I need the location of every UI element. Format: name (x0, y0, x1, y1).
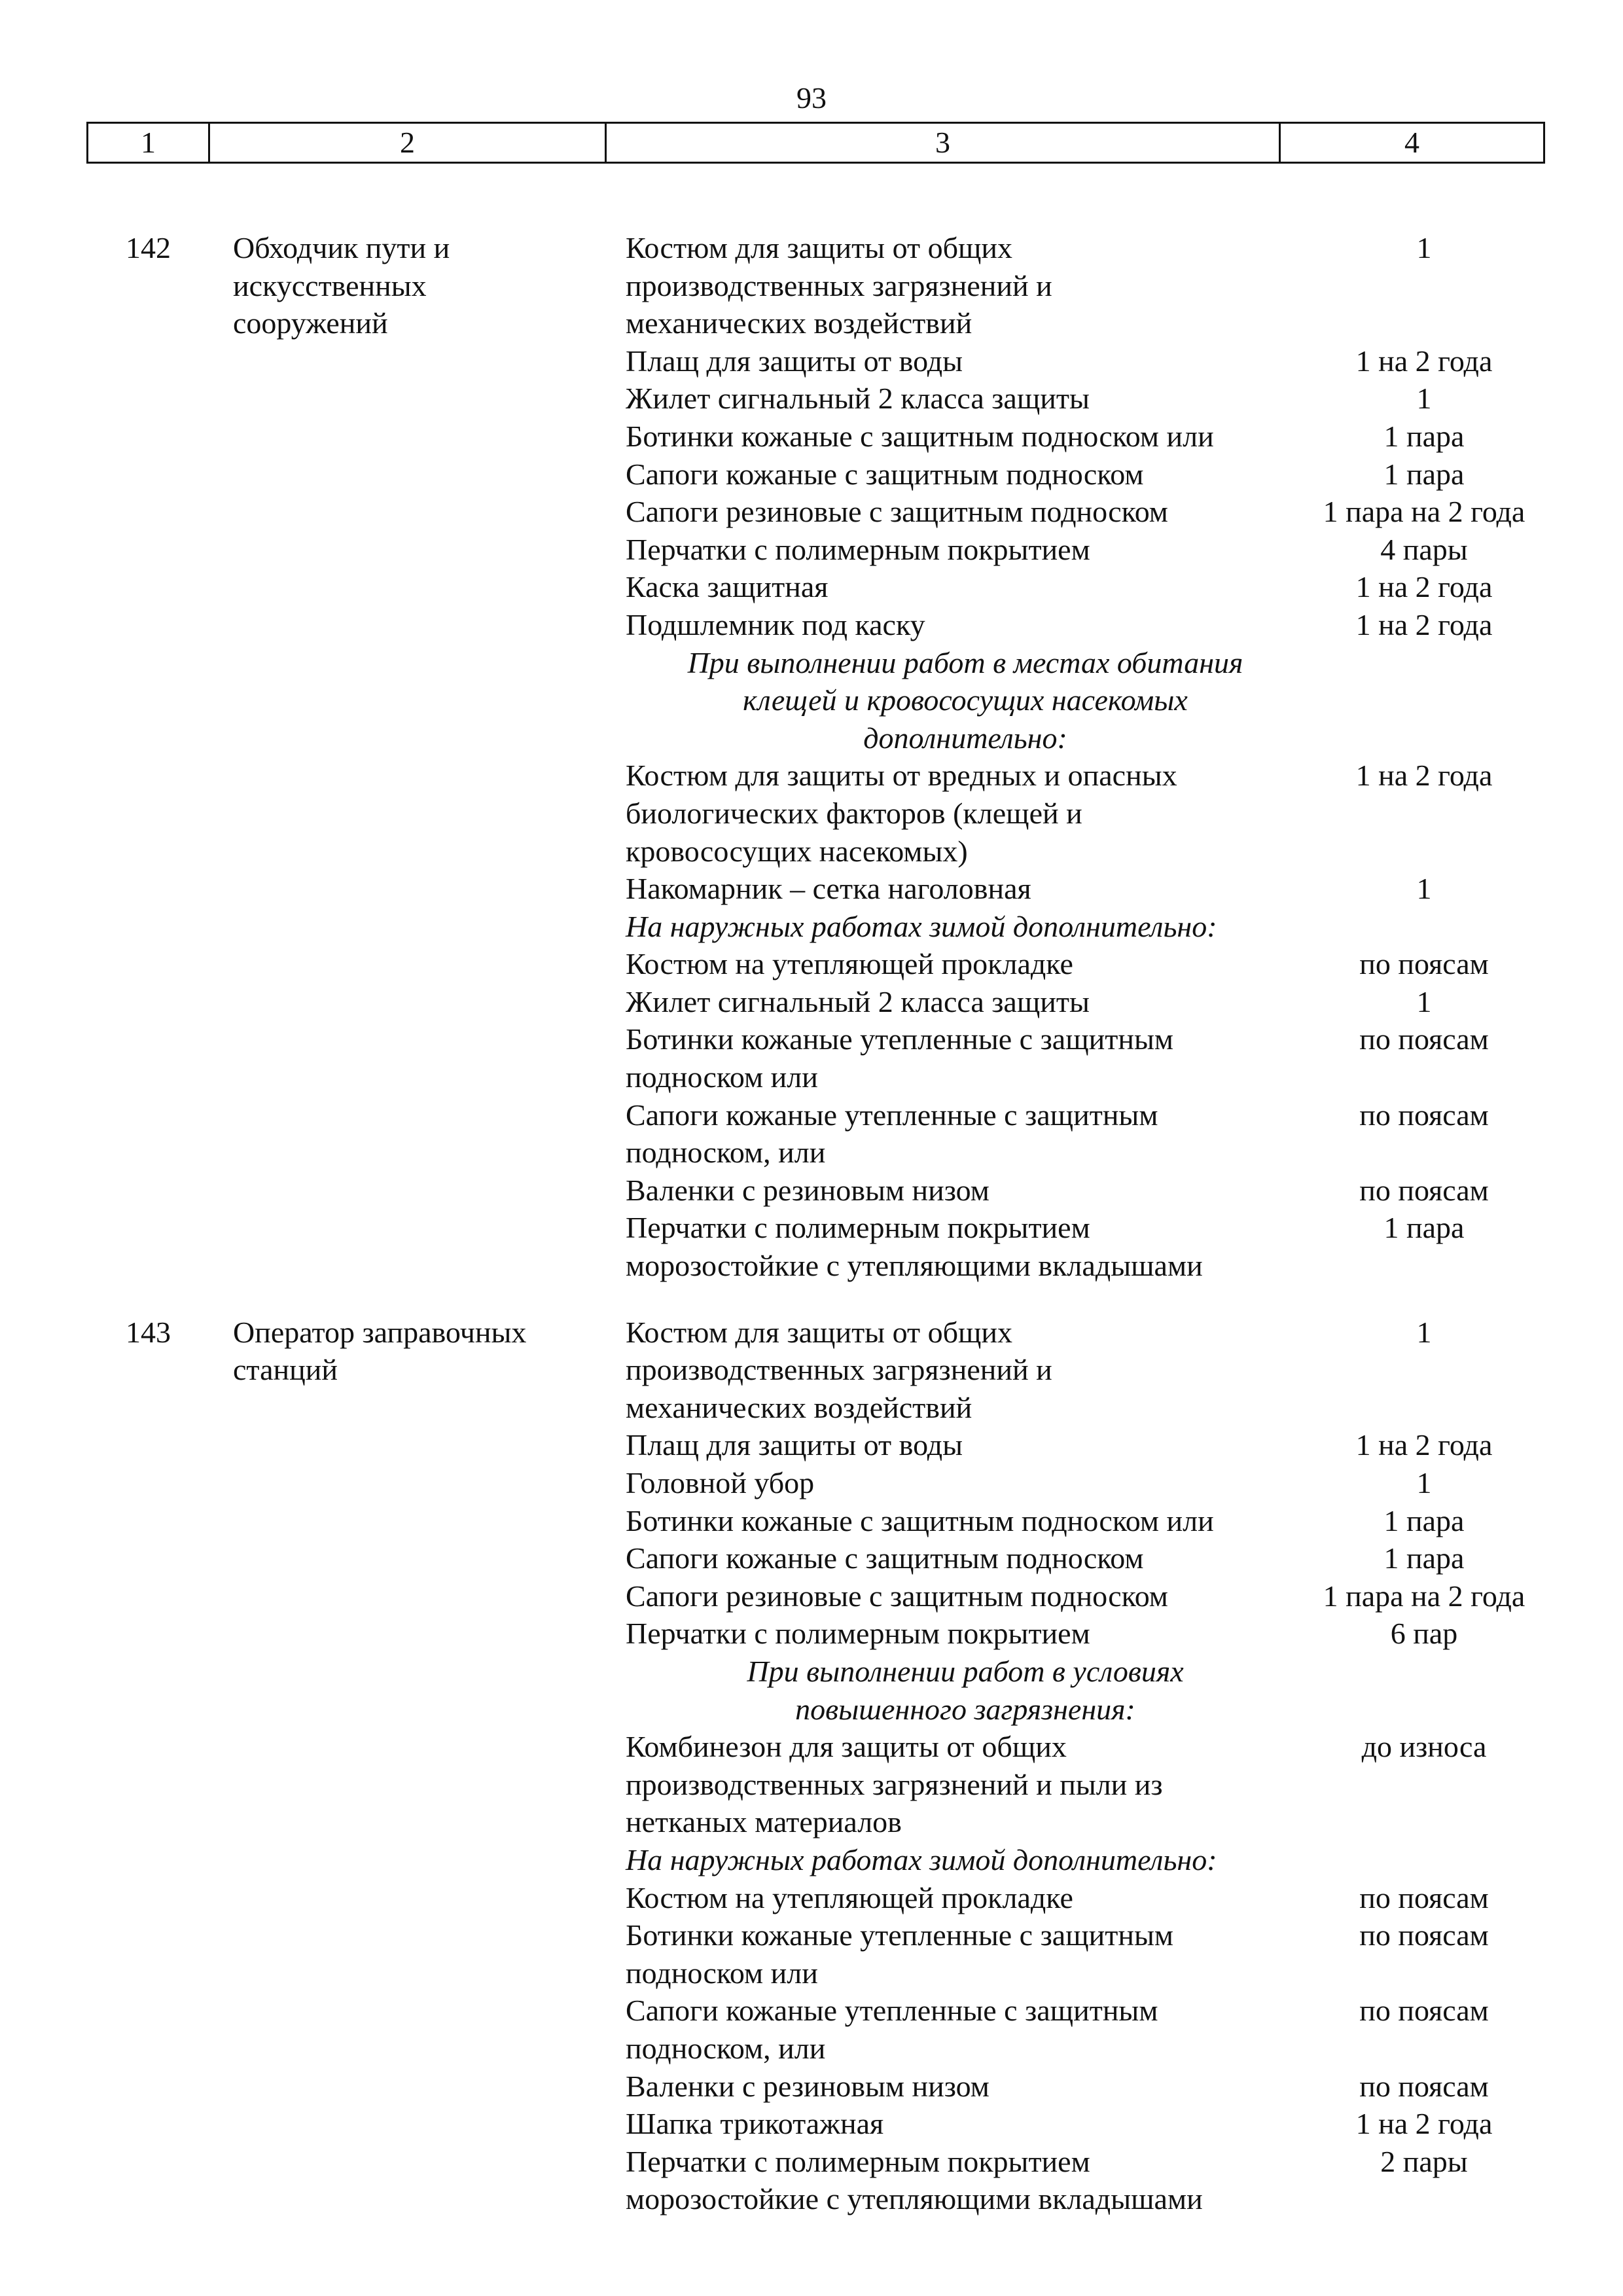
norm-spacer (1305, 795, 1543, 833)
ppe-item-line: Плащ для защиты от воды (626, 344, 963, 378)
ppe-norm: 1 (1416, 1315, 1432, 1349)
profession-line: искусственных (233, 268, 427, 302)
ppe-norm: 1 на 2 года (1355, 1428, 1493, 1462)
norm-spacer (1305, 2180, 1543, 2218)
ppe-item-line: производственных загрязнений и (626, 268, 1052, 302)
ppe-norm: 1 на 2 года (1355, 2107, 1493, 2141)
ppe-item-line: морозостойкие с утепляющими вкладышами (626, 1249, 1203, 1283)
entry-gap (86, 1285, 1543, 1314)
ppe-item-line: Перчатки с полимерным покрытием (626, 532, 1090, 566)
ppe-item-line: Перчатки с полимерным покрытием (626, 1617, 1090, 1651)
ppe-norm: 1 пара (1383, 1541, 1465, 1575)
ppe-item-line: кровососущих насекомых) (626, 834, 968, 868)
ppe-norms (1305, 1314, 1543, 2218)
ppe-item-line: Сапоги резиновые с защитным подноском (626, 495, 1168, 529)
ppe-norm: по поясам (1359, 1022, 1489, 1056)
ppe-norm: 1 пара (1383, 457, 1465, 491)
profession-line: сооружений (233, 306, 388, 340)
norm-spacer (1305, 1247, 1543, 1285)
norm-spacer (1305, 1803, 1543, 1841)
ppe-norm: 4 пары (1380, 532, 1468, 566)
norm-spacer (1305, 833, 1543, 870)
ppe-items (618, 229, 1305, 1285)
ppe-norm: до износа (1361, 1730, 1487, 1764)
ppe-norms-table (86, 229, 1543, 2218)
profession-name (225, 229, 618, 1285)
norm-spacer (1305, 1058, 1543, 1096)
norm-spacer (1305, 719, 1543, 757)
ppe-norm: 1 (1416, 382, 1432, 416)
ppe-item-line: подноском или (626, 1060, 818, 1094)
profession-line: Обходчик пути и (233, 231, 450, 264)
ppe-item-line: производственных загрязнений и пыли из (626, 1767, 1163, 1801)
ppe-items (618, 1314, 1305, 2218)
norm-spacer (1305, 267, 1543, 305)
norm-spacer (1305, 908, 1543, 946)
table-row (86, 1314, 1543, 2218)
column-header-table (86, 122, 1545, 164)
ppe-norm: 2 пары (1380, 2144, 1468, 2178)
ppe-item-line: Жилет сигнальный 2 класса защиты (626, 382, 1090, 416)
norm-spacer (1305, 1653, 1543, 1691)
ppe-item-line: морозостойкие с утепляющими вкладышами (626, 2182, 1203, 2216)
norm-spacer (1305, 681, 1543, 719)
ppe-item-line: подноском или (626, 1956, 818, 1990)
ppe-norm: по поясам (1359, 1994, 1489, 2028)
ppe-item-line: Костюм на утепляющей прокладке (626, 1880, 1073, 1914)
column-header-2: 2 (209, 123, 606, 163)
ppe-norm: по поясам (1359, 947, 1489, 981)
norm-spacer (1305, 304, 1543, 342)
condition-note: При выполнении работ в местах обитания (687, 645, 1243, 679)
ppe-norm: 1 пара на 2 года (1323, 495, 1525, 529)
ppe-item-line: Сапоги кожаные утепленные с защитным (626, 1994, 1158, 2028)
condition-note: повышенного загрязнения: (795, 1692, 1135, 1726)
profession-name (225, 1314, 618, 2218)
ppe-norm: по поясам (1359, 1880, 1489, 1914)
ppe-item-line: Сапоги кожаные с защитным подноском (626, 457, 1144, 491)
ppe-item-line: Шапка трикотажная (626, 2107, 884, 2141)
ppe-item-line: Валенки с резиновым низом (626, 2069, 990, 2103)
condition-note: дополнительно: (863, 721, 1067, 755)
ppe-item-line: Сапоги кожаные утепленные с защитным (626, 1098, 1158, 1132)
ppe-norm: 6 пар (1390, 1617, 1458, 1651)
profession-line: станций (233, 1353, 338, 1387)
ppe-item-line: подноском, или (626, 1136, 826, 1170)
ppe-norm: 1 (1416, 872, 1432, 906)
ppe-item-line: Жилет сигнальный 2 класса защиты (626, 984, 1090, 1018)
ppe-item-line: Накомарник – сетка наголовная (626, 872, 1031, 906)
ppe-norm: 1 пара на 2 года (1323, 1579, 1525, 1613)
ppe-item-line: нетканых материалов (626, 1805, 902, 1839)
norm-spacer (1305, 1351, 1543, 1389)
ppe-item-line: механических воздействий (626, 306, 972, 340)
ppe-norms (1305, 229, 1543, 1285)
ppe-item-line: Костюм на утепляющей прокладке (626, 947, 1073, 981)
ppe-item-line: Каска защитная (626, 570, 829, 604)
ppe-item-line: Костюм для защиты от общих (626, 1315, 1013, 1349)
ppe-norm: 1 пара (1383, 419, 1465, 453)
ppe-item-line: Сапоги резиновые с защитным подноском (626, 1579, 1168, 1613)
norm-spacer (1305, 644, 1543, 682)
norm-spacer (1305, 1954, 1543, 1992)
column-header-4: 4 (1280, 123, 1544, 163)
ppe-item-line: Ботинки кожаные утепленные с защитным (626, 1918, 1173, 1952)
ppe-norm: 1 (1416, 1466, 1432, 1499)
ppe-item-line: подноском, или (626, 2031, 826, 2065)
ppe-item-line: Комбинезон для защиты от общих (626, 1730, 1067, 1764)
ppe-norm: 1 на 2 года (1355, 344, 1493, 378)
ppe-norm: 1 на 2 года (1355, 607, 1493, 641)
ppe-norm: 1 пара (1383, 1211, 1465, 1245)
ppe-item-line: биологических факторов (клещей и (626, 796, 1082, 830)
ppe-item-line: производственных загрязнений и (626, 1353, 1052, 1387)
ppe-norm: по поясам (1359, 2069, 1489, 2103)
ppe-norm: 1 пара (1383, 1503, 1465, 1537)
ppe-norm: 1 (1416, 984, 1432, 1018)
norm-spacer (1305, 1691, 1543, 1729)
ppe-item-line: Сапоги кожаные с защитным подноском (626, 1541, 1144, 1575)
norm-spacer (1305, 2030, 1543, 2068)
entry-number: 143 (126, 1315, 171, 1349)
ppe-item-line: Плащ для защиты от воды (626, 1428, 963, 1462)
ppe-norm: 1 на 2 года (1355, 570, 1493, 604)
profession-line: Оператор заправочных (233, 1315, 527, 1349)
ppe-item-line: Валенки с резиновым низом (626, 1173, 990, 1207)
ppe-item-line: Ботинки кожаные с защитным подноском или (626, 419, 1214, 453)
ppe-item-line: Подшлемник под каску (626, 607, 925, 641)
ppe-norm: 1 на 2 года (1355, 759, 1493, 793)
ppe-item-line: Перчатки с полимерным покрытием (626, 2144, 1090, 2178)
norm-spacer (1305, 1389, 1543, 1427)
ppe-item-line: Головной убор (626, 1466, 815, 1499)
ppe-norm: по поясам (1359, 1918, 1489, 1952)
ppe-item-line: Костюм для защиты от общих (626, 231, 1013, 264)
condition-note: На наружных работах зимой дополнительно: (626, 909, 1217, 943)
ppe-norm: по поясам (1359, 1173, 1489, 1207)
ppe-norm: по поясам (1359, 1098, 1489, 1132)
ppe-item-line: Перчатки с полимерным покрытием (626, 1211, 1090, 1245)
entry-number: 142 (126, 231, 171, 264)
page-number: 93 (796, 81, 827, 115)
table-row (86, 229, 1543, 1285)
ppe-item-line: Костюм для защиты от вредных и опасных (626, 759, 1177, 793)
condition-note: При выполнении работ в условиях (747, 1654, 1184, 1688)
ppe-item-line: Ботинки кожаные утепленные с защитным (626, 1022, 1173, 1056)
ppe-item-line: Ботинки кожаные с защитным подноском или (626, 1503, 1214, 1537)
ppe-item-line: механических воздействий (626, 1390, 972, 1424)
column-header-1: 1 (88, 123, 209, 163)
ppe-norm: 1 (1416, 231, 1432, 264)
condition-note: На наружных работах зимой дополнительно: (626, 1842, 1217, 1876)
norm-spacer (1305, 1766, 1543, 1804)
norm-spacer (1305, 1841, 1543, 1879)
condition-note: клещей и кровососущих насекомых (743, 683, 1188, 717)
column-header-row (88, 123, 1544, 163)
entry-gap-cell (86, 1285, 1543, 1314)
column-header-3: 3 (606, 123, 1280, 163)
norm-spacer (1305, 1134, 1543, 1172)
